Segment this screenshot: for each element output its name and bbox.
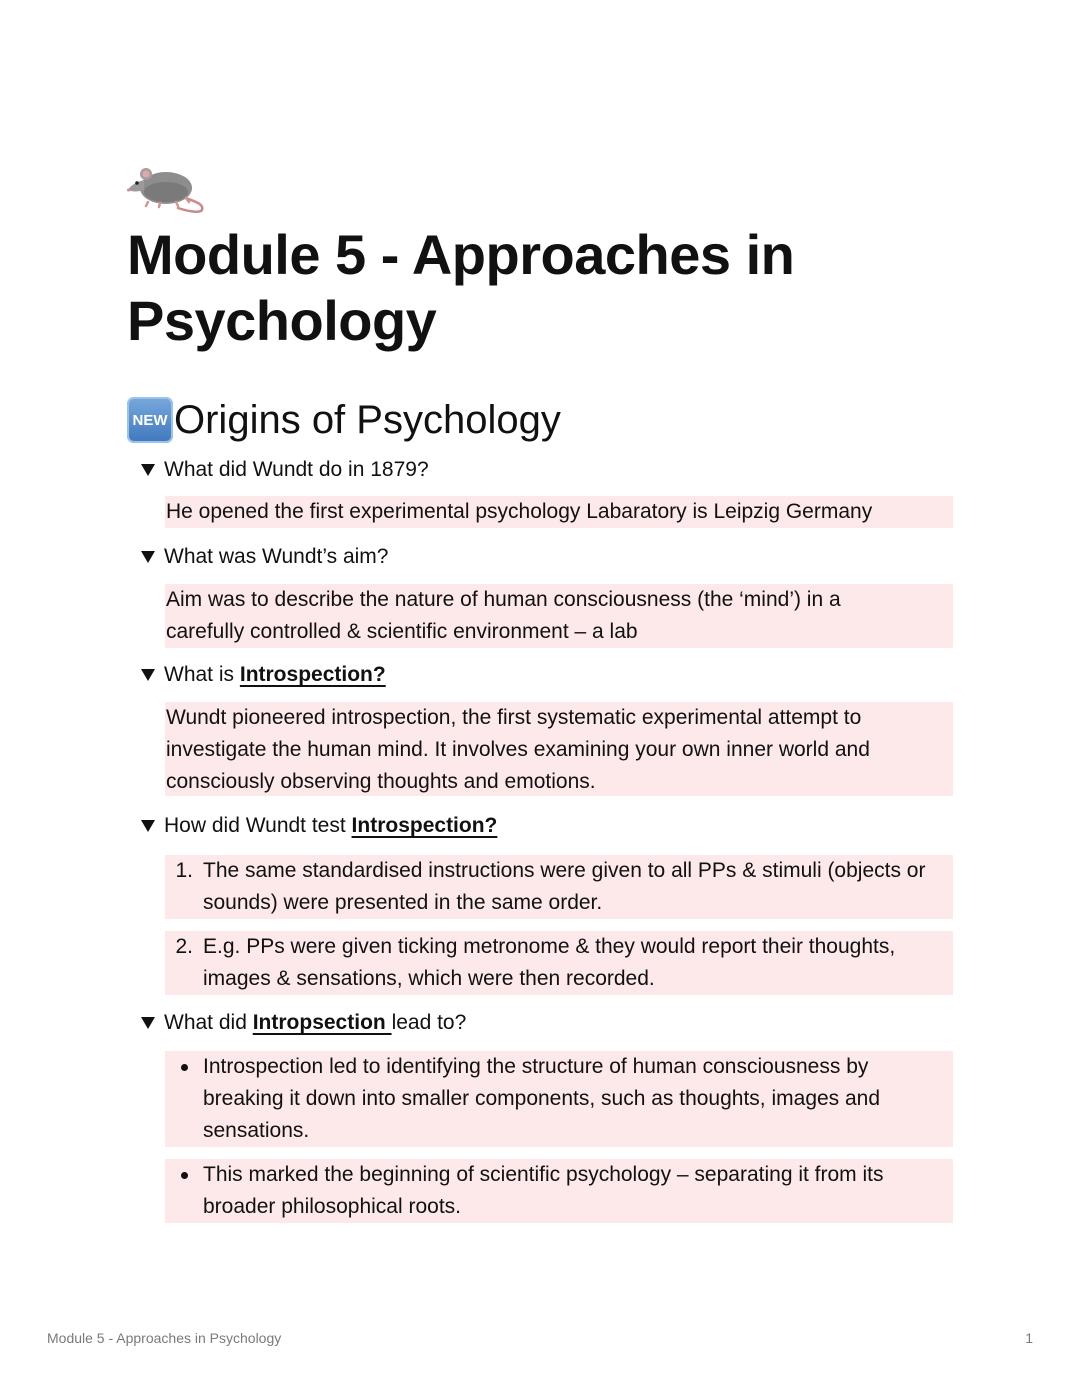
section-heading — [127, 392, 561, 448]
toggle-wundt-aim[interactable] — [141, 541, 388, 573]
numbered-item — [165, 855, 953, 919]
toggle-triangle-icon[interactable] — [141, 1017, 155, 1029]
bullet-item — [165, 1051, 953, 1147]
toggle-test-introspection[interactable] — [141, 810, 497, 842]
page-title: Module 5 - Approaches in Psychology — [127, 223, 795, 352]
toggle-triangle-icon[interactable] — [141, 551, 155, 563]
toggle-question: What did Wundt do in 1879? — [164, 458, 429, 481]
toggle-introspection[interactable] — [141, 659, 386, 691]
list-item-text: E.g. PPs were given ticking metronome & they would report their thoughts, images & sensations, which were then recorded. — [203, 935, 896, 990]
toggle-keyword: Intropsection — [252, 1011, 392, 1034]
bullet-icon — [165, 1051, 203, 1147]
toggle-triangle-icon[interactable] — [141, 669, 155, 681]
list-item-text: Introspection led to identifying the structure of human consciousness by breaking it down into smaller components, such as thoughts, images and sensations. — [203, 1055, 881, 1142]
answer-callout — [165, 496, 953, 528]
toggle-question: What was Wundt’s aim? — [164, 545, 389, 568]
footer-page-number: 1 — [1025, 1330, 1033, 1346]
answer-callout — [165, 584, 953, 648]
toggle-introspection-lead[interactable] — [141, 1007, 466, 1039]
toggle-question-prefix: What did — [164, 1011, 253, 1034]
list-item-text: The same standardised instructions were given to all PPs & stimuli (objects or sounds) were presented in the same order. — [203, 859, 926, 914]
toggle-question-suffix: lead to? — [391, 1011, 467, 1034]
answer-callout — [165, 702, 953, 796]
toggle-triangle-icon[interactable] — [141, 820, 155, 832]
bullet-icon — [165, 1159, 203, 1223]
answer-text: He opened the first experimental psychology Labaratory is Leipzig Germany — [166, 500, 873, 523]
answer-text: Aim was to describe the nature of human consciousness (the ‘mind’) in a carefully controlled & scientific environment – a lab — [166, 588, 841, 643]
toggle-keyword: Introspection? — [351, 814, 498, 837]
list-number: 2. — [175, 935, 193, 958]
toggle-question-prefix: What is — [164, 663, 240, 686]
numbered-item — [165, 931, 953, 995]
footer-title: Module 5 - Approaches in Psychology — [47, 1330, 282, 1346]
toggle-keyword: Introspection? — [239, 663, 386, 686]
toggle-triangle-icon[interactable] — [141, 464, 155, 476]
rat-icon — [126, 150, 206, 214]
toggle-wundt-1879[interactable] — [141, 454, 429, 486]
bullet-item — [165, 1159, 953, 1223]
answer-text: Wundt pioneered introspection, the first systematic experimental attempt to investigate the human mind. It involves examining your own inner world and consciously observing thoughts and emotions. — [166, 706, 870, 793]
toggle-question-prefix: How did Wundt test — [164, 814, 352, 837]
list-number: 1. — [175, 859, 193, 882]
new-badge-icon: NEW — [127, 397, 173, 443]
list-item-text: This marked the beginning of scientific psychology – separating it from its broader philosophical roots. — [203, 1163, 884, 1218]
section-heading-text: Origins of Psychology — [174, 397, 561, 442]
